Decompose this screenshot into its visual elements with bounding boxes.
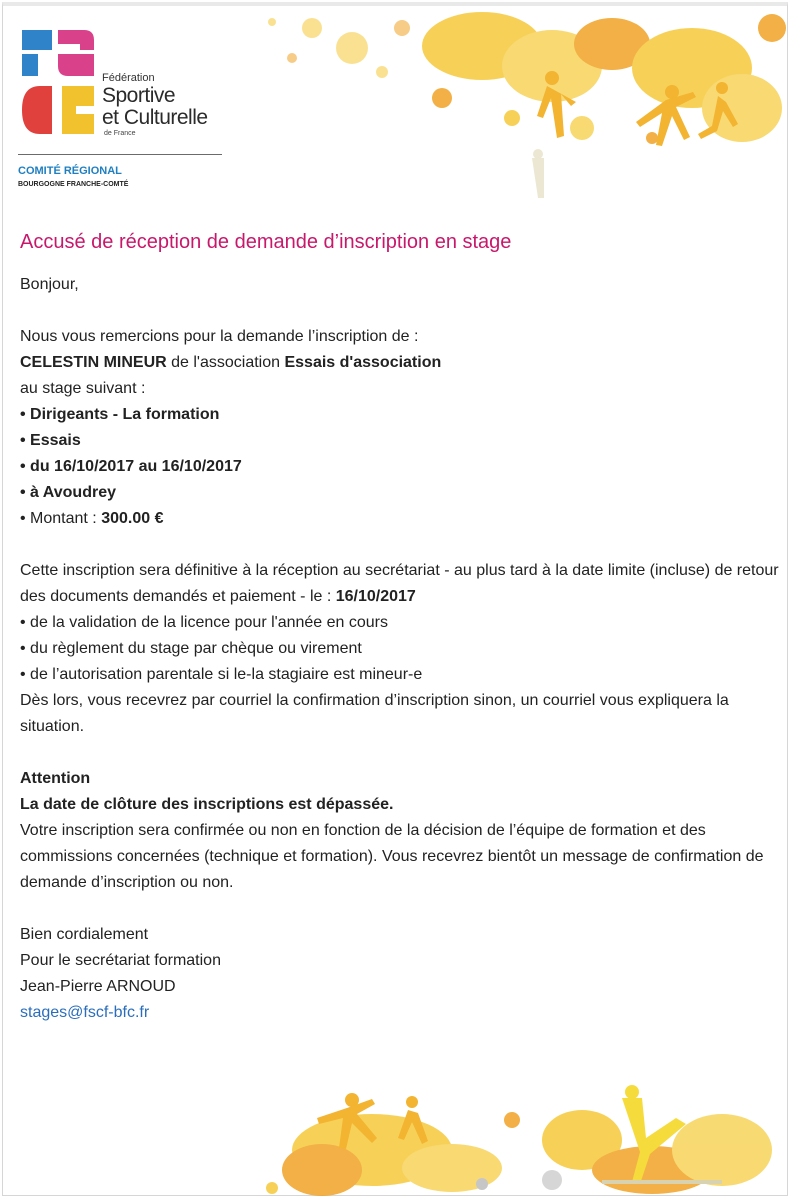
montant-label: • Montant : — [20, 510, 97, 527]
stage-item: • Essais — [20, 432, 81, 449]
signature-role: Pour le secrétariat formation — [20, 952, 221, 969]
logo-de-france: de France — [104, 130, 136, 137]
association-text: de l'association — [171, 354, 281, 371]
logo-comite: COMITÉ RÉGIONAL — [18, 165, 122, 177]
attention-label: Attention — [20, 770, 91, 787]
signature-name: Jean-Pierre ARNOUD — [20, 978, 176, 995]
email-footer — [0, 1080, 792, 1200]
fscf-logo — [18, 24, 228, 199]
fscf-logo-mark-icon — [18, 24, 98, 144]
montant-value: 300.00 € — [101, 510, 164, 527]
registrant-line — [20, 350, 780, 376]
contact-email-link[interactable]: stages@fscf-bfc.fr — [20, 1004, 150, 1021]
logo-culturelle: et Culturelle — [102, 106, 208, 129]
logo-divider — [18, 154, 222, 155]
stage-item: • à Avoudrey — [20, 484, 116, 501]
condition-item: • de la validation de la licence pour l'année en cours — [20, 614, 389, 631]
email-header — [0, 0, 792, 205]
logo-sportive: Sportive — [102, 84, 176, 107]
header-splash-illustration-icon — [252, 8, 792, 208]
montant-line — [20, 506, 780, 532]
closed-notice: La date de clôture des inscriptions est dépassée. — [20, 796, 394, 813]
definitive-text: Cette inscription sera définitive à la réception au secrétariat - au plus tard à la date limite (incluse) de retour des documents demandés et paiement - le : — [20, 562, 779, 605]
email-body — [20, 228, 780, 1026]
stage-intro: au stage suivant : — [20, 380, 146, 397]
decision-text: Votre inscription sera confirmée ou non en fonction de la décision de l’équipe de formation et des commissions concernées (technique et formation). Vous recevrez bientôt un message de confirmation de demande d’inscription ou non. — [20, 822, 764, 891]
intro-text: Nous vous remercions pour la demande l’inscription de : — [20, 328, 419, 345]
definitive-paragraph — [20, 558, 780, 610]
confirmation-text: Dès lors, vous recevrez par courriel la confirmation d’inscription sinon, un courriel vous expliquera la situation. — [20, 692, 729, 735]
logo-federation: Fédération — [102, 72, 155, 84]
greeting: Bonjour, — [20, 276, 79, 293]
stage-item: • Dirigeants - La formation — [20, 406, 220, 423]
condition-item: • du règlement du stage par chèque ou virement — [20, 640, 362, 657]
footer-splash-illustration-icon — [252, 1080, 792, 1198]
logo-region: BOURGOGNE FRANCHE-COMTÉ — [18, 181, 129, 188]
deadline-date: 16/10/2017 — [335, 588, 416, 605]
email-title: Accusé de réception de demande d’inscription en stage — [20, 231, 512, 253]
condition-item: • de l’autorisation parentale si le-la stagiaire est mineur-e — [20, 666, 423, 683]
person-name: CELESTIN MINEUR — [20, 354, 167, 371]
association-name: Essais d'association — [284, 354, 442, 371]
closing: Bien cordialement — [20, 926, 149, 943]
stage-item: • du 16/10/2017 au 16/10/2017 — [20, 458, 242, 475]
